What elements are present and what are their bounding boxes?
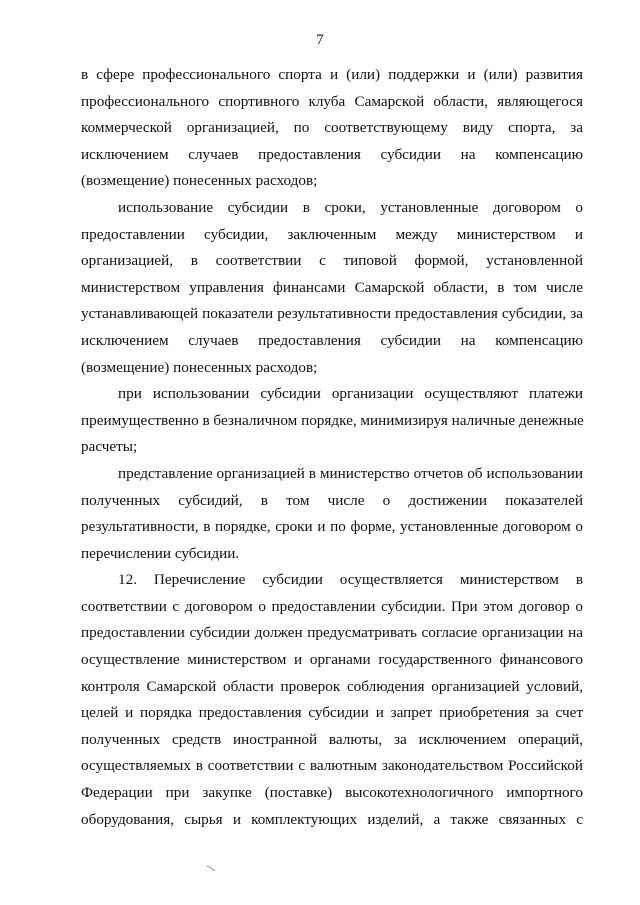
text-line: перечислении субсидии. <box>81 544 240 562</box>
text-line: осуществление министерством и органами государственного финансового <box>81 651 583 669</box>
text-line: представление организацией в министерство отчетов об использовании <box>118 464 583 482</box>
text-line: организацией, в соответствии с типовой формой, установленной <box>81 252 583 270</box>
text-line: оборудования, сырья и комплектующих изделий, а также связанных с <box>81 810 583 828</box>
paragraph-subsidy-usage-terms <box>81 195 583 381</box>
paragraph-cashless-payments <box>81 381 583 461</box>
paragraph-sport-club-clause <box>81 62 583 195</box>
text-line: преимущественно в безналичном порядке, минимизируя наличные денежные <box>81 411 584 429</box>
text-line: исключением случаев предоставления субсидии на компенсацию <box>81 145 583 163</box>
paragraph-item-12 <box>81 567 583 833</box>
text-line: в сфере профессионального спорта и (или) поддержки и (или) развития <box>81 66 583 83</box>
text-line: использование субсидии в сроки, установленные договором о <box>118 198 583 216</box>
text-line: устанавливающей показатели результативности предоставления субсидии, за <box>81 305 583 323</box>
text-line: соответствии с договором о предоставлении субсидии. При этом договор о <box>81 597 583 615</box>
text-line: (возмещение) понесенных расходов; <box>81 172 318 190</box>
text-line: 12. Перечисление субсидии осуществляется министерством в <box>118 571 583 589</box>
text-line: Федерации при закупке (поставке) высокотехнологичного импортного <box>81 784 583 802</box>
text-line: (возмещение) понесенных расходов; <box>81 358 318 376</box>
text-line: предоставлении субсидии должен предусматривать согласие организации на <box>81 624 583 642</box>
body-text <box>81 62 583 833</box>
text-line: результативности, в порядке, сроки и по форме, установленные договором о <box>81 518 583 536</box>
text-line: полученных субсидий, в том числе о достижении показателей <box>81 491 583 509</box>
text-line: исключением случаев предоставления субсидии на компенсацию <box>81 331 583 349</box>
paragraph-reporting <box>81 461 583 567</box>
text-line: контроля Самарской области проверок соблюдения организацией условий, <box>81 677 583 695</box>
text-line: при использовании субсидии организации осуществляют платежи <box>118 385 583 403</box>
text-line: полученных средств иностранной валюты, за исключением операций, <box>81 730 583 748</box>
scan-artifact-mark <box>206 864 218 874</box>
page-number: 7 <box>316 32 324 48</box>
text-line: министерством управления финансами Самарской области, в том числе <box>81 278 583 296</box>
text-line: целей и порядка предоставления субсидии и запрет приобретения за счет <box>81 704 583 722</box>
text-line: коммерческой организацией, по соответствующему виду спорта, за <box>81 119 583 137</box>
text-line: расчеты; <box>81 438 138 456</box>
text-line: предоставлении субсидии, заключенным между министерством и <box>81 225 583 243</box>
text-line: профессионального спортивного клуба Самарской области, являющегося <box>81 92 583 110</box>
text-line: осуществляемых в соответствии с валютным законодательством Российской <box>81 757 583 775</box>
